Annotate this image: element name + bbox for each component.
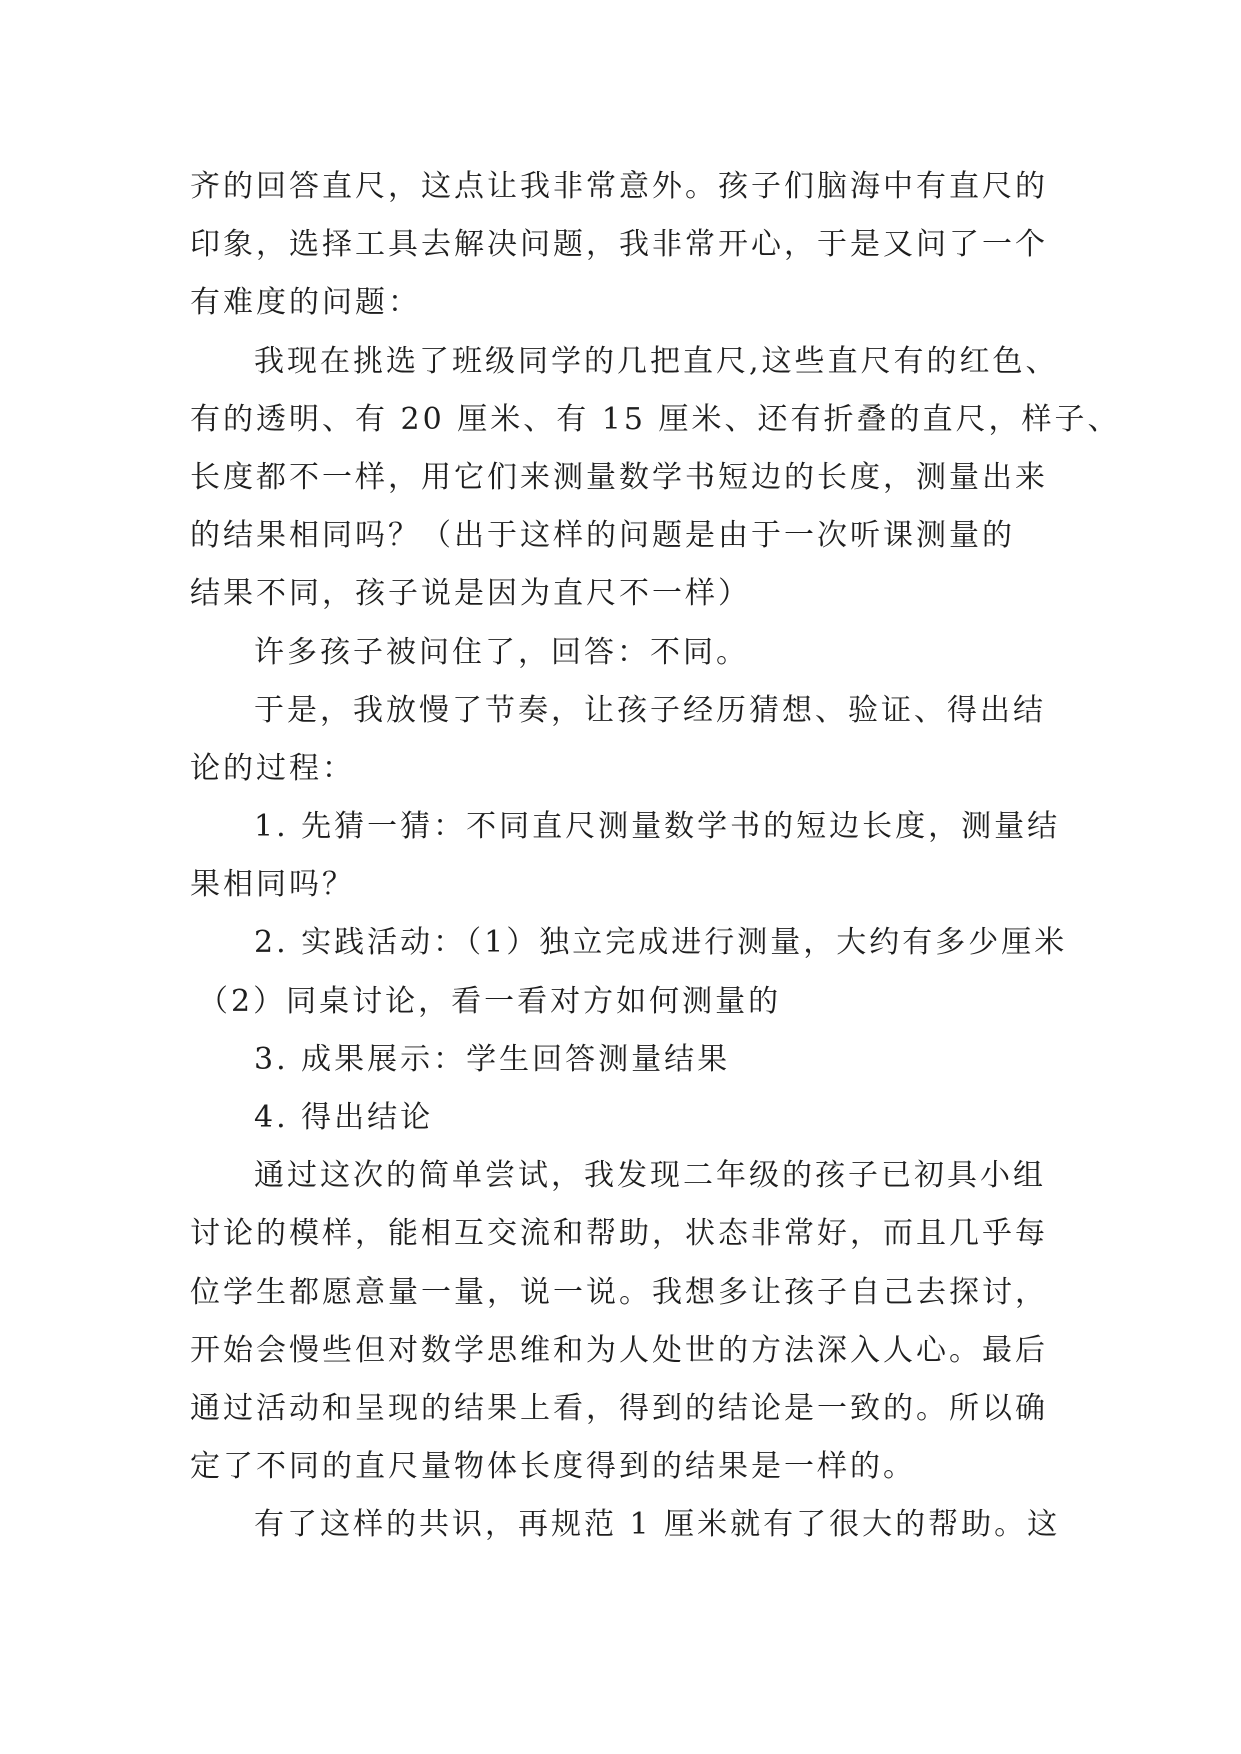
text-line: 果相同吗？	[190, 867, 355, 903]
list-item-line: 3. 成果展示：学生回答测量结果	[254, 1041, 731, 1077]
list-item-line: 4. 得出结论	[254, 1100, 434, 1135]
text-line: 论的过程：	[190, 750, 355, 786]
paragraph-start-line: 通过这次的简单尝试，我发现二年级的孩子已初具小组	[254, 1158, 1046, 1194]
paragraph-start-line: 我现在挑选了班级同学的几把直尺,这些直尺有的红色、	[254, 343, 1059, 379]
paragraph-start-line: 于是，我放慢了节奏，让孩子经历猜想、验证、得出结	[254, 692, 1046, 728]
list-item-line: 2. 实践活动：（1）独立完成进行测量，大约有多少厘米	[254, 925, 1068, 961]
text-line: 有难度的问题：	[190, 285, 421, 321]
text-line: 开始会慢些但对数学思维和为人处世的方法深入人心。最后	[190, 1332, 1048, 1368]
text-line: 位学生都愿意量一量，说一说。我想多让孩子自己去探讨，	[190, 1274, 1048, 1310]
text-line: 结果不同，孩子说是因为直尺不一样）	[190, 576, 751, 612]
paragraph-start-line: 许多孩子被问住了，回答：不同。	[254, 634, 749, 670]
text-line: 的结果相同吗？（出于这样的问题是由于一次听课测量的	[190, 518, 1015, 554]
text-line: 有的透明、有 20 厘米、有 15 厘米、还有折叠的直尺，样子、	[190, 401, 1121, 437]
list-item-line: 1. 先猜一猜：不同直尺测量数学书的短边长度，测量结	[254, 809, 1061, 845]
list-subitem-line: （2）同桌讨论，看一看对方如何测量的	[198, 983, 782, 1019]
text-line: 印象，选择工具去解决问题，我非常开心，于是又问了一个	[190, 227, 1048, 263]
text-line: 讨论的模样，能相互交流和帮助，状态非常好，而且几乎每	[190, 1216, 1048, 1252]
text-line: 齐的回答直尺，这点让我非常意外。孩子们脑海中有直尺的	[190, 169, 1048, 204]
document-body	[190, 158, 1121, 1555]
paragraph-start-line: 有了这样的共识，再规范 1 厘米就有了很大的帮助。这	[254, 1507, 1061, 1543]
text-line: 通过活动和呈现的结果上看，得到的结论是一致的。所以确	[190, 1390, 1048, 1426]
text-line: 定了不同的直尺量物体长度得到的结果是一样的。	[190, 1449, 916, 1485]
text-line: 长度都不一样，用它们来测量数学书短边的长度，测量出来	[190, 459, 1048, 495]
